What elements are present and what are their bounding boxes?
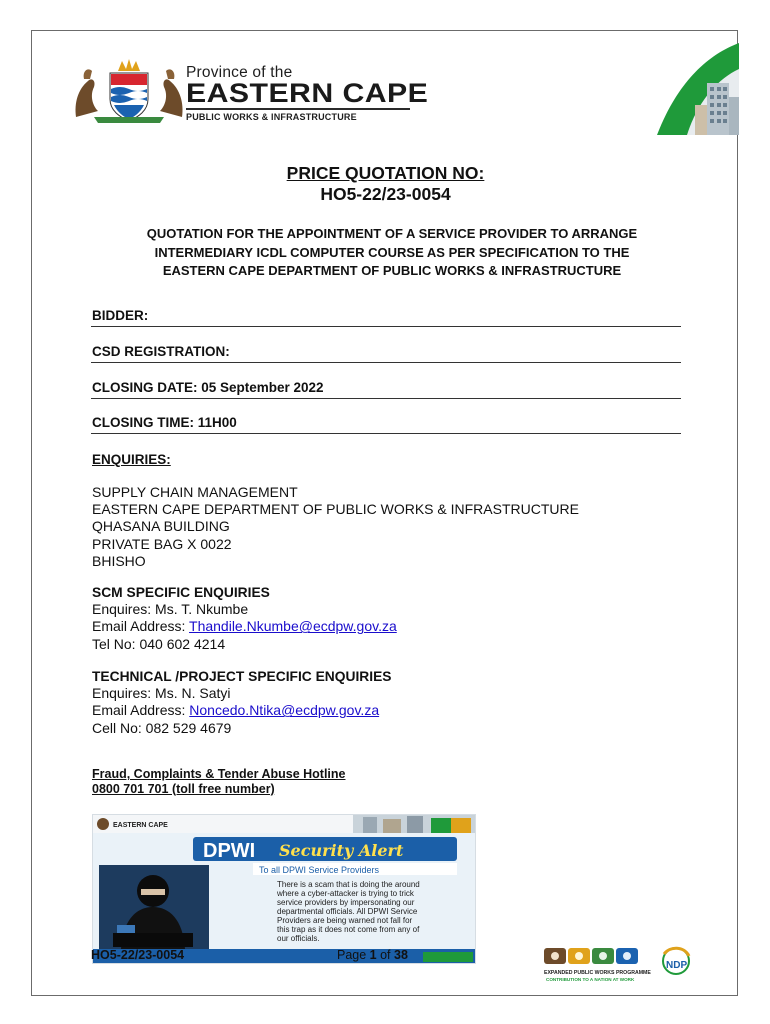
- province-line2: EASTERN CAPE: [186, 78, 429, 108]
- epwp-tagline: CONTRIBUTION TO A NATION AT WORK: [546, 977, 635, 982]
- address-line: SUPPLY CHAIN MANAGEMENT: [92, 484, 298, 500]
- page-prefix: Page: [337, 948, 370, 962]
- address-line: PRIVATE BAG X 0022: [92, 535, 232, 552]
- alert-title-dpwi: DPWI: [203, 840, 256, 862]
- technical-enquiries-section: [92, 668, 391, 737]
- hotline-title: Fraud, Complaints & Tender Abuse Hotline: [92, 767, 346, 781]
- security-alert-banner: [92, 814, 476, 964]
- scm-telephone: Tel No: 040 602 4214: [92, 635, 226, 652]
- page-current: 1: [369, 948, 377, 962]
- alert-body-line: this trap as it does not come from any of: [277, 925, 420, 934]
- alert-body-line: service providers by impersonating our: [277, 898, 415, 907]
- technical-email-row: [92, 702, 391, 719]
- coat-of-arms-logo: [70, 59, 188, 125]
- scm-heading: SCM SPECIFIC ENQUIRIES: [92, 585, 270, 600]
- address-line: BHISHO: [92, 552, 146, 569]
- alert-body-line: departmental officials. All DPWI Service: [277, 907, 418, 916]
- province-line1: Province of the: [186, 64, 293, 81]
- quotation-number: HO5-22/23-0054: [320, 184, 451, 204]
- alert-brand: EASTERN CAPE: [113, 822, 168, 829]
- security-alert-graphic: [93, 815, 476, 964]
- title-line1: PRICE QUOTATION NO:: [286, 163, 485, 183]
- closing-date-label: CLOSING DATE: 05 September 2022: [92, 380, 324, 395]
- address-line: QHASANA BUILDING: [92, 518, 230, 535]
- footer-reference: HO5-22/23-0054: [91, 948, 185, 962]
- alert-body: [276, 880, 422, 943]
- ndp-mark: NDP: [666, 960, 688, 971]
- page-total: 38: [394, 948, 408, 962]
- document-page: [31, 30, 738, 996]
- scm-email-link[interactable]: Thandile.Nkumbe@ecdpw.gov.za: [189, 618, 397, 635]
- page-number: [337, 948, 408, 962]
- wordmark-rule: [186, 108, 410, 110]
- hotline-number: 0800 701 701 (toll free number): [92, 781, 275, 796]
- alert-body-line: where a cyber-attacker is trying to trick: [277, 889, 414, 898]
- csd-registration-label: CSD REGISTRATION:: [92, 344, 230, 359]
- alert-title-security: Security Alert: [279, 841, 404, 860]
- province-wordmark: [186, 64, 429, 122]
- technical-email-label: Email Address:: [92, 702, 190, 719]
- technical-contact-name: Enquires: Ms. N. Satyi: [92, 685, 231, 702]
- alert-body-line: Providers are being warned not fall for: [277, 916, 413, 925]
- enquiries-address: [92, 484, 579, 570]
- csd-registration-field: [91, 343, 681, 363]
- bidder-field: [91, 307, 681, 327]
- address-line: EASTERN CAPE DEPARTMENT OF PUBLIC WORKS & INFRASTRUCTURE: [92, 501, 579, 518]
- bidder-label: BIDDER:: [92, 308, 149, 323]
- province-line3: PUBLIC WORKS & INFRASTRUCTURE: [186, 112, 357, 122]
- enquiries-heading: ENQUIRIES:: [92, 452, 171, 467]
- quotation-subject: QUOTATION FOR THE APPOINTMENT OF A SERVICE PROVIDER TO ARRANGE INTERMEDIARY ICDL COMPUTER COURSE AS PER SPECIFICATION TO THE EASTERN CAPE DEPARTMENT OF PUBLIC WORKS & INFRASTRUCTURE: [146, 226, 638, 278]
- corner-buildings-graphic: [617, 43, 739, 135]
- alert-body-line: There is a scam that is doing the around: [277, 880, 420, 889]
- scm-email-label: Email Address:: [92, 618, 190, 635]
- fraud-hotline: [92, 767, 346, 796]
- technical-heading: TECHNICAL /PROJECT SPECIFIC ENQUIRIES: [92, 669, 392, 684]
- scm-enquiries-section: [92, 584, 397, 653]
- closing-date-field: [91, 379, 681, 399]
- quotation-title: [32, 163, 739, 205]
- epwp-title: EXPANDED PUBLIC WORKS PROGRAMME: [544, 970, 651, 976]
- page-of: of: [376, 948, 394, 962]
- alert-body-line: our officials.: [277, 934, 320, 943]
- scm-contact-name: Enquires: Ms. T. Nkumbe: [92, 601, 249, 618]
- closing-time-label: CLOSING TIME: 11H00: [92, 415, 237, 430]
- technical-cell: Cell No: 082 529 4679: [92, 719, 232, 736]
- alert-recipient: To all DPWI Service Providers: [259, 865, 380, 875]
- closing-time-field: [91, 414, 681, 434]
- scm-email-row: [92, 618, 397, 635]
- technical-email-link[interactable]: Noncedo.Ntika@ecdpw.gov.za: [189, 702, 380, 719]
- epwp-ndp-logo: [542, 944, 692, 988]
